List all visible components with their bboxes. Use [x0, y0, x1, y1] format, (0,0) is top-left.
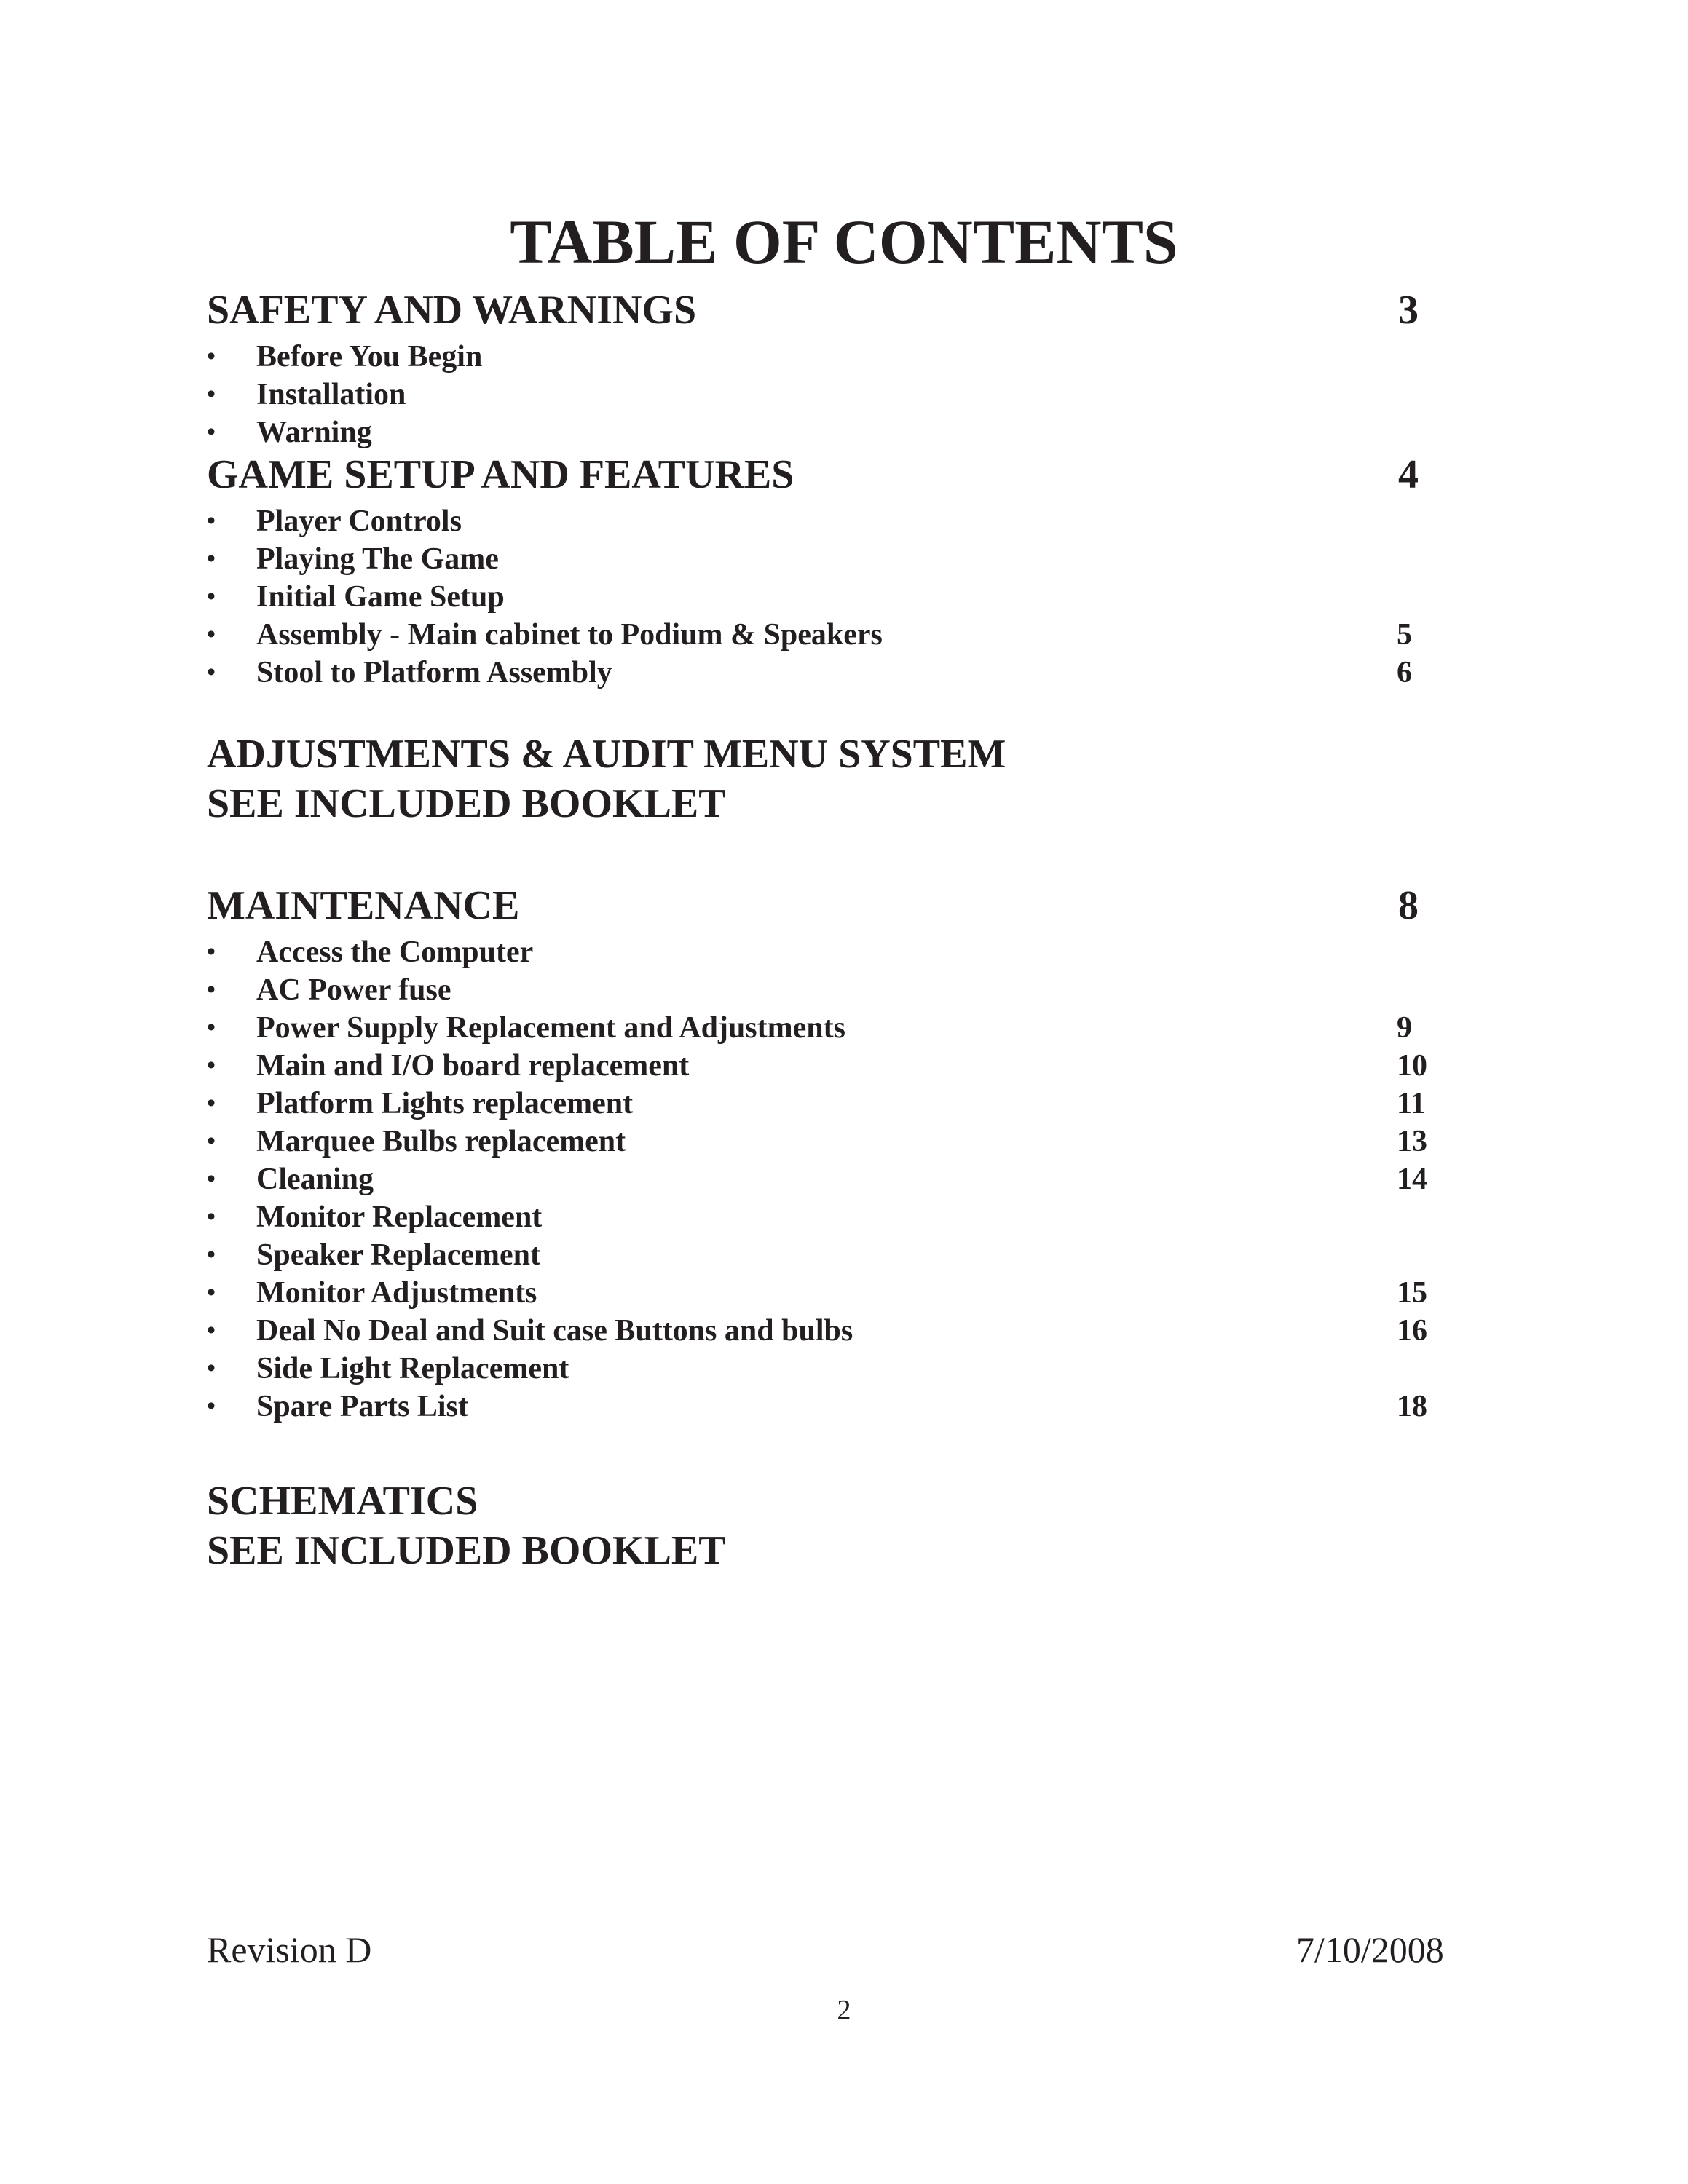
toc-item-page: 9	[1397, 1011, 1412, 1045]
toc-item-label: Monitor Replacement	[256, 1200, 543, 1234]
bullet-icon: •	[207, 659, 216, 686]
bullet-icon: •	[207, 1279, 216, 1306]
bullet-icon: •	[207, 938, 216, 965]
toc-item-label: Power Supply Replacement and Adjustments	[256, 1011, 845, 1045]
bullet-icon: •	[207, 1393, 216, 1420]
bullet-icon: •	[207, 1090, 216, 1117]
toc-item-label: Installation	[256, 378, 406, 411]
bullet-icon: •	[207, 1014, 216, 1041]
toc-item-page: 5	[1397, 618, 1412, 652]
toc-item-page: 13	[1397, 1125, 1427, 1158]
toc-item-label: AC Power fuse	[256, 973, 451, 1007]
toc-item-label: Stool to Platform Assembly	[256, 656, 612, 689]
toc-item-label: Speaker Replacement	[256, 1238, 540, 1272]
toc-item-label: Deal No Deal and Suit case Buttons and bulbs	[256, 1314, 853, 1348]
toc-item-label: Assembly - Main cabinet to Podium & Speakers	[256, 618, 883, 652]
bullet-icon: •	[207, 545, 216, 572]
toc-item-page: 16	[1397, 1314, 1427, 1348]
toc-item-label: Main and I/O board replacement	[256, 1049, 690, 1083]
section-page-game-setup: 4	[1398, 452, 1419, 497]
revision-label: Revision D	[207, 1929, 372, 1970]
bullet-icon: •	[207, 621, 216, 648]
toc-item-page: 10	[1397, 1049, 1427, 1083]
toc-item-label: Playing The Game	[256, 542, 499, 576]
toc-item-label: Monitor Adjustments	[256, 1276, 537, 1310]
toc-item-label: Player Controls	[256, 505, 462, 538]
section-heading-schematics: SCHEMATICS	[207, 1479, 478, 1524]
toc-item-label: Initial Game Setup	[256, 580, 505, 614]
bullet-icon: •	[207, 1317, 216, 1344]
bullet-icon: •	[207, 419, 216, 446]
section-heading-safety: SAFETY AND WARNINGS	[207, 288, 697, 333]
section-subheading-schematics: SEE INCLUDED BOOKLET	[207, 1528, 726, 1573]
page-number: 2	[837, 1995, 851, 2025]
section-heading-adjustments: ADJUSTMENTS & AUDIT MENU SYSTEM	[207, 732, 1006, 777]
toc-item-label: Marquee Bulbs replacement	[256, 1125, 626, 1158]
toc-item-page: 11	[1397, 1087, 1426, 1120]
toc-item-label: Cleaning	[256, 1163, 374, 1196]
toc-item-label: Access the Computer	[256, 935, 534, 969]
section-heading-game-setup: GAME SETUP AND FEATURES	[207, 452, 794, 497]
section-page-safety: 3	[1398, 288, 1419, 333]
toc-item-label: Platform Lights replacement	[256, 1087, 634, 1120]
bullet-icon: •	[207, 343, 216, 370]
bullet-icon: •	[207, 1052, 216, 1079]
toc-item-page: 14	[1397, 1163, 1427, 1196]
section-subheading-adjustments: SEE INCLUDED BOOKLET	[207, 781, 726, 826]
revision-date: 7/10/2008	[1296, 1929, 1444, 1970]
toc-item-page: 6	[1397, 656, 1412, 689]
bullet-icon: •	[207, 381, 216, 408]
bullet-icon: •	[207, 507, 216, 534]
bullet-icon: •	[207, 976, 216, 1003]
toc-item-label: Warning	[256, 416, 372, 449]
toc-item-page: 15	[1397, 1276, 1427, 1310]
section-heading-maintenance: MAINTENANCE	[207, 883, 520, 928]
bullet-icon: •	[207, 1166, 216, 1192]
bullet-icon: •	[207, 1203, 216, 1230]
bullet-icon: •	[207, 1128, 216, 1155]
toc-item-label: Side Light Replacement	[256, 1352, 569, 1385]
bullet-icon: •	[207, 583, 216, 610]
section-page-maintenance: 8	[1398, 883, 1419, 928]
bullet-icon: •	[207, 1241, 216, 1268]
toc-item-label: Before You Begin	[256, 340, 483, 373]
page-title: TABLE OF CONTENTS	[510, 207, 1178, 277]
bullet-icon: •	[207, 1355, 216, 1382]
toc-item-label: Spare Parts List	[256, 1390, 468, 1423]
toc-item-page: 18	[1397, 1390, 1427, 1423]
